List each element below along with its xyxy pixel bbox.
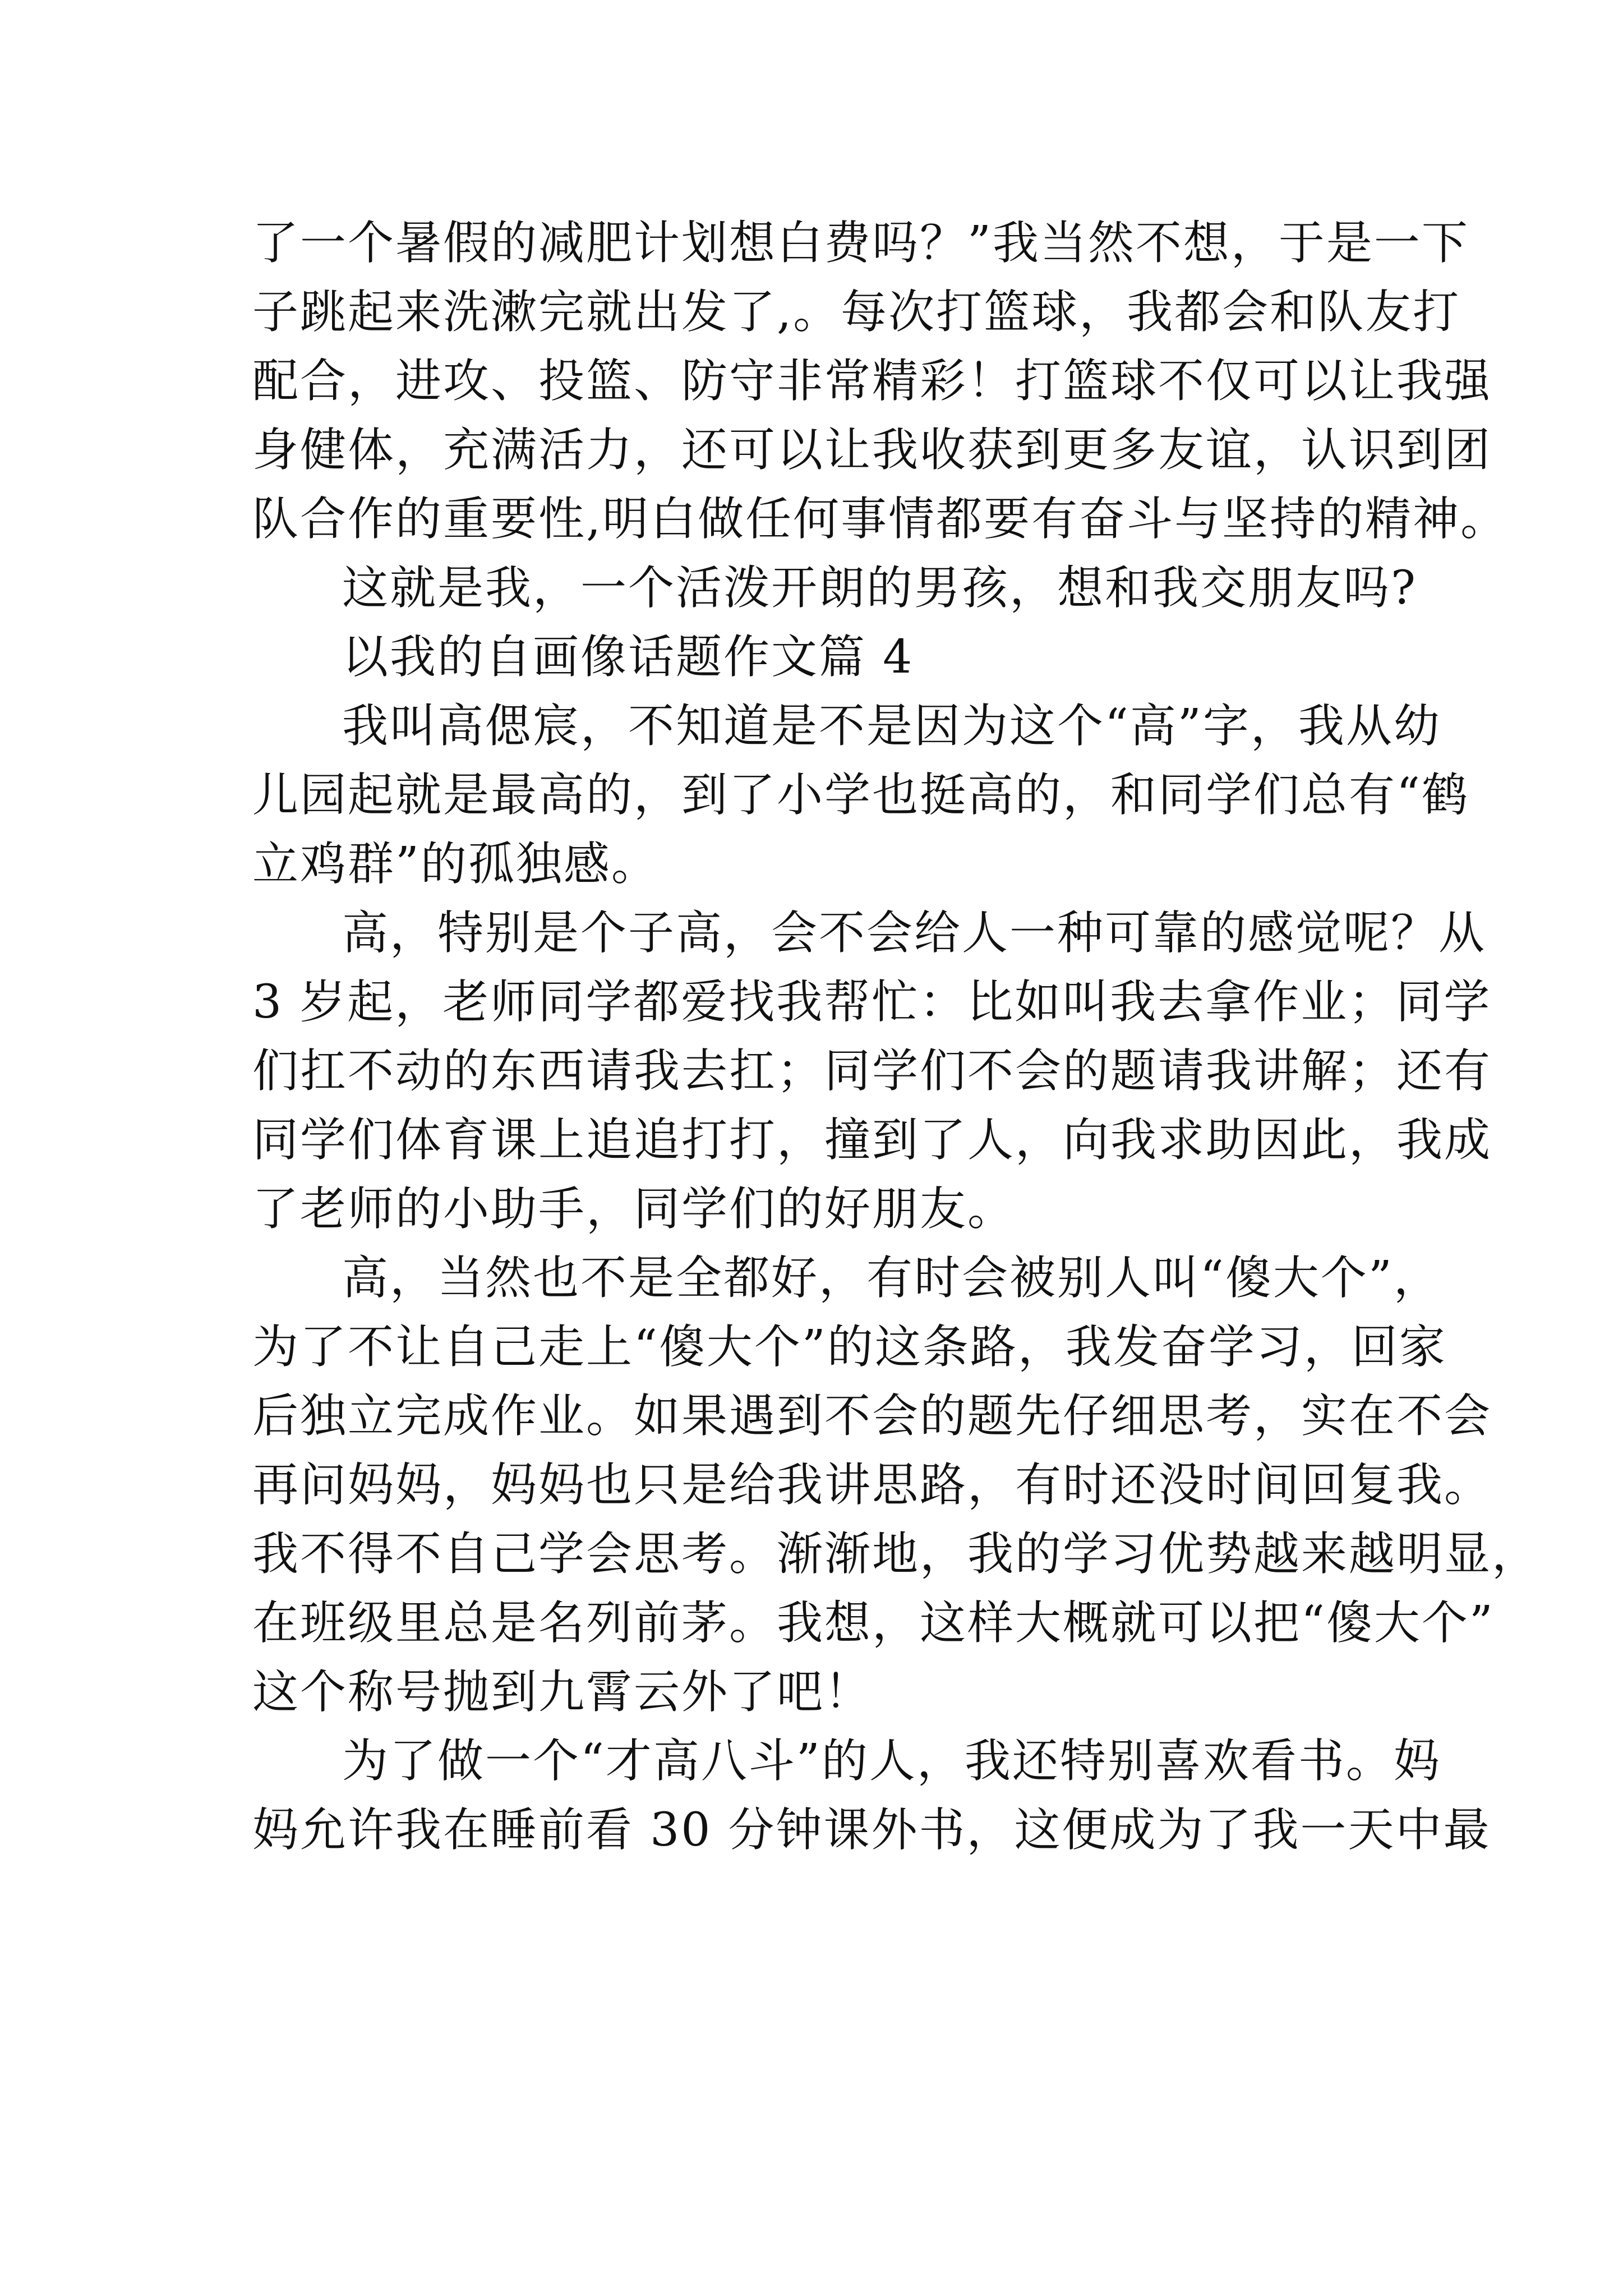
text-line: 以我的自画像话题作文篇 4 xyxy=(342,631,914,684)
essay-text-body xyxy=(252,209,1540,1865)
text-line: 这就是我，一个活泼开朗的男孩，想和我交朋友吗? xyxy=(342,562,1417,615)
text-line: 为了做一个“才高八斗”的人，我还特别喜欢看书。妈 xyxy=(342,1734,1441,1788)
text-line: 后独立完成作业。如果遇到不会的题先仔细思考，实在不会 xyxy=(252,1389,1492,1443)
text-line: 队合作的重要性,明白做任何事情都要有奋斗与坚持的精神。 xyxy=(252,493,1509,546)
text-line: 在班级里总是名列前茅。我想，这样大概就可以把“傻大个” xyxy=(252,1596,1495,1650)
text-line: 立鸡群”的孤独感。 xyxy=(252,838,659,891)
text-line: 再问妈妈，妈妈也只是给我讲思路，有时还没时间回复我。 xyxy=(252,1458,1492,1512)
text-line: 高，特别是个子高，会不会给人一种可靠的感觉呢？从 xyxy=(342,907,1487,960)
text-line: 了一个暑假的减肥计划想白费吗？”我当然不想，于是一下 xyxy=(252,217,1469,270)
text-line: 为了不让自己走上“傻大个”的这条路，我发奋学习，回家 xyxy=(252,1320,1447,1374)
text-line: 配合，进攻、投篮、防守非常精彩！打篮球不仅可以让我强 xyxy=(252,355,1492,408)
text-line: 我不得不自己学会思考。渐渐地，我的学习优势越来越明显， xyxy=(252,1527,1540,1581)
text-line: 高，当然也不是全都好，有时会被别人叫“傻大个”， xyxy=(342,1251,1441,1305)
text-line: 儿园起就是最高的，到了小学也挺高的，和同学们总有“鹤 xyxy=(252,769,1469,822)
text-line: 我叫高偲宸，不知道是不是因为这个“高”字，我从幼 xyxy=(342,700,1441,753)
text-line: 妈允许我在睡前看 30 分钟课外书，这便成为了我一天中最 xyxy=(252,1803,1491,1857)
text-line: 子跳起来洗漱完就出发了,。每次打篮球，我都会和队友打 xyxy=(252,286,1461,339)
text-line: 了老师的小助手，同学们的好朋友。 xyxy=(252,1182,1016,1236)
text-line: 同学们体育课上追追打打，撞到了人，向我求助因此，我成 xyxy=(252,1114,1492,1167)
text-line: 3 岁起，老师同学都爱找我帮忙：比如叫我去拿作业；同学 xyxy=(252,976,1492,1029)
text-line: 这个称号抛到九霄云外了吧！ xyxy=(252,1665,873,1719)
text-line: 身健体，充满活力，还可以让我收获到更多友谊，认识到团 xyxy=(252,424,1492,477)
text-line: 们扛不动的东西请我去扛；同学们不会的题请我讲解；还有 xyxy=(252,1045,1492,1098)
